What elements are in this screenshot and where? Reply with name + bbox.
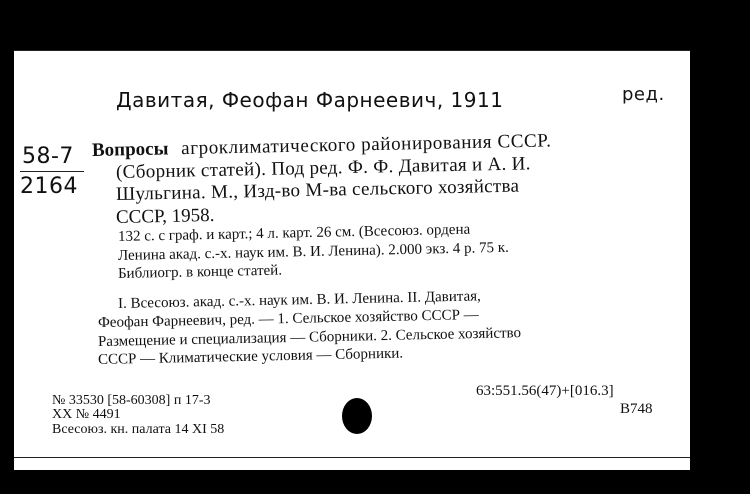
bottom-edge-rule xyxy=(14,457,690,458)
call-number-divider xyxy=(20,171,84,172)
footer-accession-number: № 33530 [58-60308] п 17-3 xyxy=(52,393,211,408)
entry-title-bold: Вопросы xyxy=(91,138,169,161)
footer-author-mark: В748 xyxy=(620,401,653,417)
handwritten-editor-note: ред. xyxy=(622,84,665,105)
footer-classification: 63:551.56(47)+[016.3] xyxy=(476,383,614,399)
call-number-bottom: 2164 xyxy=(20,174,78,199)
entry-line-6: Ленина акад. с.-х. наук им. В. И. Ленина). 2.000 экз. 4 р. 75 к. xyxy=(117,239,509,264)
handwritten-author-heading: Давитая, Феофан Фарнеевич, 1911 xyxy=(116,88,504,112)
footer-print-number: XX № 4491 xyxy=(52,407,121,422)
entry-title-rest: агроклиматического районирования СССР. xyxy=(180,130,552,160)
ink-blot xyxy=(342,398,372,434)
call-number-top: 58-7 xyxy=(22,144,74,169)
entry-line-4: СССР, 1958. xyxy=(115,204,215,228)
tracing-line-2: Феофан Фарнеевич, ред. — 1. Сельское хозяйство СССР — xyxy=(97,307,479,331)
tracing-line-3: Размещение и специализация — Сборники. 2. Сельское хозяйство xyxy=(97,325,522,350)
entry-line-2: (Сборник статей). Под ред. Ф. Ф. Давитая и А. И. xyxy=(115,153,531,183)
footer-publisher-line: Всесоюз. кн. палата 14 XI 58 xyxy=(52,422,225,437)
entry-line-5: 132 с. с граф. и карт.; 4 л. карт. 26 см. (Всесоюз. ордена xyxy=(117,221,471,245)
top-edge-rule xyxy=(14,50,690,51)
tracing-line-1: I. Всесоюз. акад. с.-х. наук им. В. И. Ленина. II. Давитая, xyxy=(117,288,481,312)
entry-line-3: Шульгина. М., Изд-во М-ва сельского хозяйства xyxy=(115,175,520,205)
tracing-line-4: СССР — Климатические условия — Сборники. xyxy=(97,345,404,368)
entry-line-7: Библиогр. в конце статей. xyxy=(117,262,283,282)
catalog-card xyxy=(14,50,690,470)
